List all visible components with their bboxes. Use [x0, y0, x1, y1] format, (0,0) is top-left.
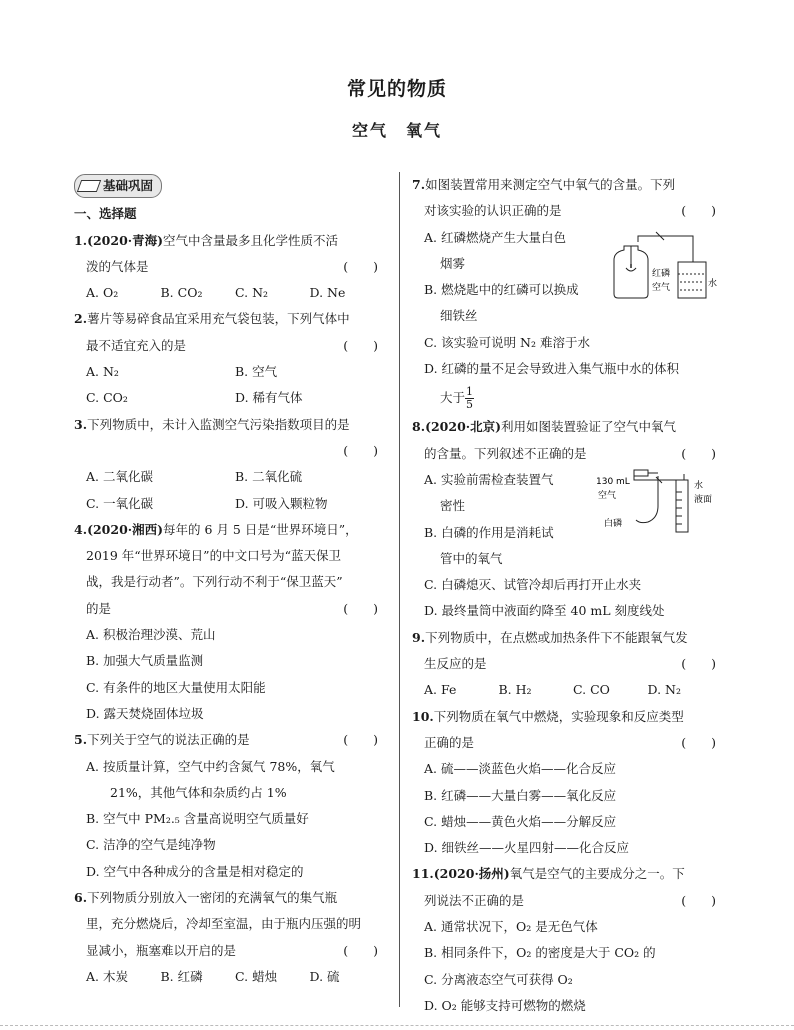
question-number: 5. — [74, 732, 88, 748]
option-a-cont: 21%，其他气体和杂质约占 1% — [110, 784, 287, 800]
question-text: 空气中含量最多且化学性质不活 — [163, 232, 339, 248]
question-number: 9. — [412, 629, 426, 645]
options-row — [74, 491, 384, 517]
section-subtitle: 空气 氧气 — [351, 121, 442, 140]
option-d: D. 可吸入颗粒物 — [235, 495, 328, 511]
option-a-cont: 烟雾 — [440, 255, 466, 271]
options-row — [74, 359, 384, 385]
question-source: (2020·湘西) — [87, 521, 164, 537]
label-air: 空气 — [652, 283, 671, 293]
option-d: D. 细铁丝——火星四射——化合反应 — [424, 840, 630, 856]
option-a: A. 按质量计算，空气中约含氮气 78%，氧气 — [86, 758, 335, 774]
question-text: 列说法不正确的是 — [424, 892, 525, 908]
option-a: A. 木炭 — [86, 968, 128, 984]
left-column — [74, 172, 384, 990]
option-d: D. 红磷的量不足会导致进入集气瓶中水的体积 — [424, 361, 680, 377]
option-c: C. 蜡烛 — [235, 968, 278, 984]
book-icon — [77, 180, 101, 192]
answer-blank: ( ) — [343, 337, 378, 353]
option-b: B. 加强大气质量监测 — [86, 653, 204, 669]
question-text: 氧气是空气的主要成分之一。下 — [509, 866, 685, 882]
label-water: 水 — [694, 481, 704, 491]
question-number: 10. — [412, 708, 434, 724]
question-text: 的含量。下列叙述不正确的是 — [424, 445, 587, 461]
answer-blank: ( ) — [343, 732, 378, 748]
option-a: A. 红磷燃烧产生大量白色 — [424, 229, 566, 245]
question-text: 薯片等易碎食品宜采用充气袋包装，下列气体中 — [87, 311, 350, 327]
options-row — [74, 464, 384, 490]
option-d: D. 硫 — [309, 968, 340, 984]
option-b-cont: 管中的氧气 — [440, 550, 503, 566]
question-text: 最不适宜充入的是 — [86, 337, 187, 353]
question-text: 2019 年“世界环境日”的中文口号为“蓝天保卫 — [86, 548, 341, 564]
option-d: D. 稀有气体 — [235, 390, 303, 406]
option-b: B. 红磷——大量白雾——氧化反应 — [424, 787, 617, 803]
page-title: 常见的物质 — [346, 78, 447, 100]
question-4 — [74, 517, 384, 727]
option-a: A. 积极治理沙漠、荒山 — [86, 627, 216, 643]
question-source: (2020·扬州) — [433, 866, 510, 882]
question-number: 1. — [74, 232, 88, 248]
label-white-phosphorus: 白磷 — [604, 519, 623, 529]
question-text: 的是 — [86, 600, 112, 616]
question-text: 如图装置常用来测定空气中氧气的含量。下列 — [425, 177, 676, 192]
option-a: A. 通常状况下，O₂ 是无色气体 — [424, 919, 598, 935]
question-text: 战，我是行动者”。下列行动不利于“保卫蓝天” — [86, 574, 343, 590]
option-c: C. CO₂ — [86, 390, 128, 406]
option-b: B. 二氧化硫 — [235, 469, 303, 485]
option-b: B. 白磷的作用是消耗试 — [424, 524, 554, 540]
answer-blank: ( ) — [681, 445, 716, 461]
option-d: D. O₂ 能够支持可燃物的燃烧 — [424, 997, 586, 1013]
option-a: A. 二氧化碳 — [86, 469, 153, 485]
options-row — [412, 677, 722, 703]
question-text: 泼的气体是 — [86, 258, 149, 274]
option-b: B. 空气 — [235, 364, 278, 380]
question-text: 下列物质中，在点燃或加热条件下不能跟氧气发 — [425, 629, 688, 645]
option-b: B. 燃烧匙中的红磷可以换成 — [424, 282, 579, 298]
answer-blank: ( ) — [681, 734, 716, 750]
option-c: C. CO — [573, 682, 610, 698]
question-5 — [74, 727, 384, 885]
question-text: 下列关于空气的说法正确的是 — [87, 732, 250, 748]
option-a: A. Fe — [424, 682, 457, 698]
option-d: D. Ne — [309, 285, 346, 301]
option-d: D. N₂ — [647, 682, 681, 698]
question-9 — [412, 625, 722, 704]
section-badge — [74, 174, 162, 198]
option-c: C. 洁净的空气是纯净物 — [86, 837, 216, 853]
option-a: A. 硫——淡蓝色火焰——化合反应 — [424, 761, 616, 777]
option-b: B. 相同条件下，O₂ 的密度是大于 CO₂ 的 — [424, 945, 656, 961]
question-text: 对该实验的认识正确的是 — [424, 203, 562, 219]
option-c: C. 蜡烛——黄色火焰——分解反应 — [424, 813, 617, 829]
label-volume: 130 mL — [596, 477, 630, 487]
badge-label: 基础巩固 — [103, 177, 154, 193]
question-text: 下列物质分别放入一密闭的充满氧气的集气瓶 — [87, 890, 338, 906]
option-d: D. 最终量筒中液面约降至 40 mL 刻度线处 — [424, 603, 665, 619]
option-b: B. 红磷 — [160, 968, 203, 984]
options-row — [74, 385, 384, 411]
options-row — [74, 280, 384, 306]
question-text: 显减小，瓶塞难以开启的是 — [86, 942, 237, 958]
answer-blank: ( ) — [343, 258, 378, 274]
fraction — [465, 386, 474, 411]
question-10 — [412, 704, 722, 862]
question-11 — [412, 861, 722, 1019]
label-water: 水 — [708, 279, 718, 289]
question-text: 下列物质中，未计入监测空气污染指数项目的是 — [87, 416, 350, 432]
question-number: 3. — [74, 416, 88, 432]
section-heading: 一、选择题 — [74, 206, 137, 222]
label-liquid-level: 液面 — [694, 495, 713, 505]
question-2 — [74, 306, 384, 411]
question-number: 8. — [412, 419, 426, 435]
fraction-denominator: 5 — [466, 398, 474, 412]
option-d-text: 大于 — [440, 390, 466, 406]
question-1 — [74, 228, 384, 307]
q8-apparatus-figure — [594, 466, 724, 538]
question-source: (2020·青海) — [87, 232, 164, 248]
column-divider — [399, 172, 400, 1007]
answer-blank: ( ) — [343, 442, 378, 458]
option-d: D. 露天焚烧固体垃圾 — [86, 705, 204, 721]
question-text: 利用如图装置验证了空气中氧气 — [501, 419, 677, 435]
label-red-phosphorus: 红磷 — [652, 269, 671, 279]
bottom-rule — [0, 1025, 794, 1026]
question-source: (2020·北京) — [425, 419, 502, 435]
question-text: 里，充分燃烧后，冷却至室温，由于瓶内压强的明 — [86, 916, 362, 932]
option-a: A. N₂ — [86, 364, 119, 380]
option-c: C. 该实验可说明 N₂ 难溶于水 — [424, 334, 590, 350]
option-d: D. 空气中各种成分的含量是相对稳定的 — [86, 863, 304, 879]
question-6 — [74, 885, 384, 990]
answer-blank: ( ) — [681, 892, 716, 908]
option-a: A. 实验前需检查装置气 — [424, 471, 554, 487]
options-row — [74, 964, 384, 990]
question-text: 下列物质在氧气中燃烧，实验现象和反应类型 — [433, 708, 684, 724]
option-c: C. 有条件的地区大量使用太阳能 — [86, 679, 266, 695]
question-number: 6. — [74, 890, 88, 906]
question-text: 正确的是 — [424, 734, 475, 750]
option-c: C. 白磷熄灭、试管冷却后再打开止水夹 — [424, 577, 642, 593]
question-number: 7. — [412, 177, 426, 192]
question-number: 11. — [412, 866, 434, 882]
question-3 — [74, 412, 384, 517]
q7-apparatus-figure — [608, 222, 728, 302]
option-a-cont: 密性 — [440, 498, 466, 514]
question-number: 4. — [74, 521, 88, 537]
option-c: C. 分离液态空气可获得 O₂ — [424, 971, 573, 987]
answer-blank: ( ) — [681, 203, 716, 219]
option-c: C. 一氧化碳 — [86, 495, 154, 511]
label-air: 空气 — [598, 491, 617, 501]
option-b: B. 空气中 PM₂.₅ 含量高说明空气质量好 — [86, 811, 309, 827]
option-b: B. CO₂ — [160, 285, 203, 301]
answer-blank: ( ) — [681, 656, 716, 672]
answer-blank: ( ) — [343, 600, 378, 616]
option-b-cont: 细铁丝 — [440, 308, 478, 324]
option-a: A. O₂ — [86, 285, 119, 301]
answer-blank: ( ) — [343, 942, 378, 958]
option-c: C. N₂ — [235, 285, 269, 301]
option-d-cont — [412, 382, 722, 414]
question-text: 生反应的是 — [424, 656, 487, 672]
option-b: B. H₂ — [498, 682, 532, 698]
question-text: 每年的 6 月 5 日是“世界环境日”， — [163, 521, 358, 537]
fraction-numerator: 1 — [466, 385, 474, 399]
question-number: 2. — [74, 311, 88, 327]
